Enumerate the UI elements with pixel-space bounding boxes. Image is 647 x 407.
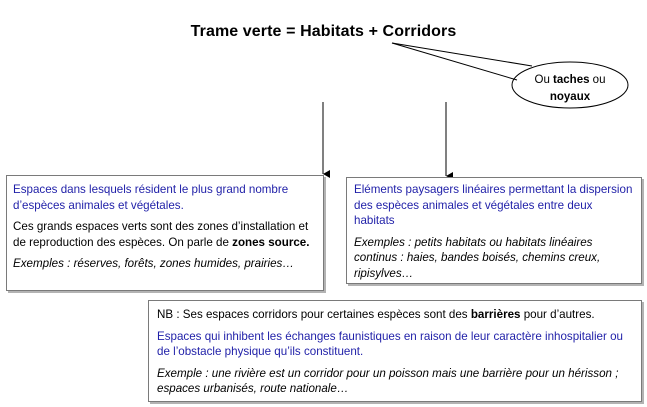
habitats-description: Ces grands espaces verts sont des zones d’installation et de reproduction des espèces. On parle de zones source.: [13, 220, 310, 249]
callout-tail-line: [392, 43, 517, 80]
barriers-examples: Exemple : une rivière est un corridor pour un poisson mais une barrière pour un hérisson ; espaces urbanisés, route nationale…: [157, 366, 619, 395]
habitats-examples: Exemples : réserves, forêts, zones humides, prairies…: [13, 257, 294, 270]
corridors-definition: Eléments paysagers linéaires permettant la dispersion des espèces animales et végétales entre deux habitats: [354, 183, 633, 227]
diagram-title: Trame verte = Habitats + Corridors: [190, 23, 457, 40]
barriers-note-box: [148, 300, 642, 402]
callout-tail-line: [392, 43, 532, 66]
barriers-definition: Espaces qui inhibent les échanges faunistiques en raison de leur caractère inhospitalier ou de l’obstacle physique qu’ils constituent.: [157, 329, 623, 358]
callout-text: Ou taches ou noyaux: [534, 74, 606, 103]
habitats-box: [6, 175, 324, 291]
habitats-definition: Espaces dans lesquels résident le plus grand nombre d’espèces animales et végétales.: [13, 183, 289, 212]
corridors-box: [346, 177, 642, 284]
corridors-examples: Exemples : petits habitats ou habitats linéaires continus : haies, bandes boisés, chemins creux, ripisylves…: [354, 235, 601, 280]
nb-statement: NB : Ses espaces corridors pour certaines espèces sont des barrières pour d’autres.: [157, 308, 595, 321]
